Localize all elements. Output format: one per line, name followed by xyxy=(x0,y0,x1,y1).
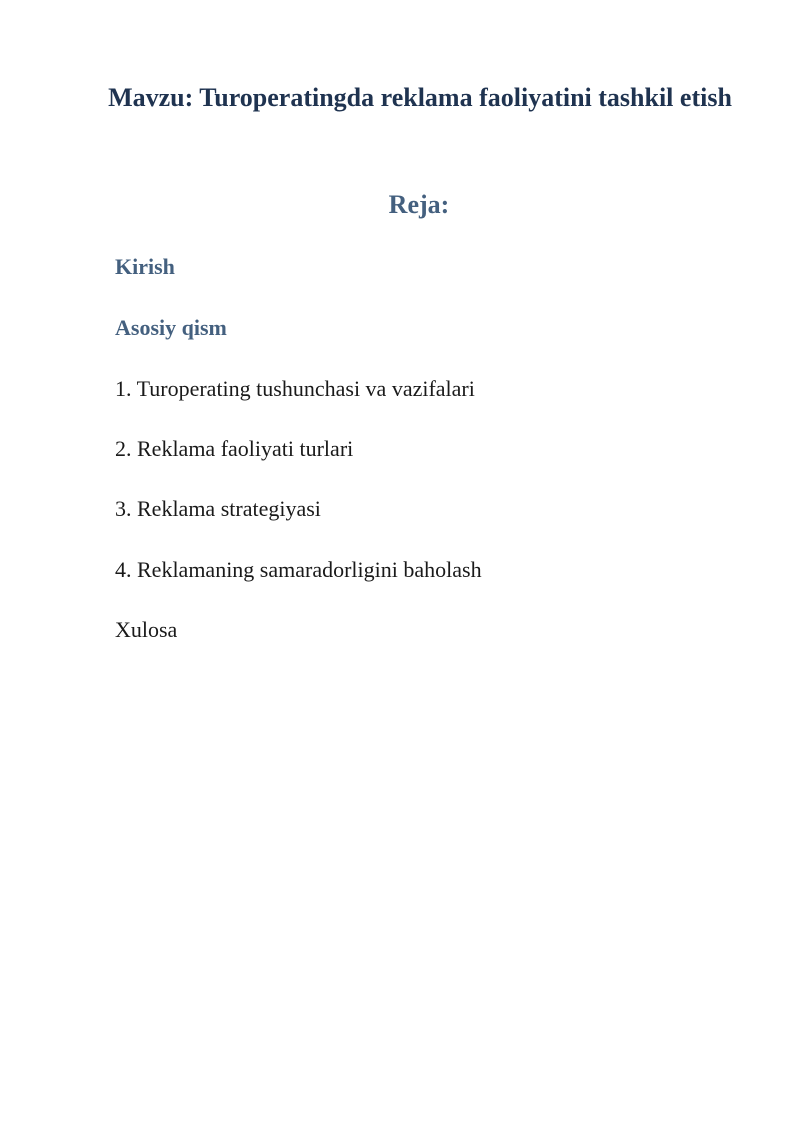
plan-item: 2. Reklama faoliyati turlari xyxy=(115,436,354,461)
plan-item: 3. Reklama strategiyasi xyxy=(115,496,321,521)
main-part-heading: Asosiy qism xyxy=(115,315,227,340)
plan-item: 4. Reklamaning samaradorligini baholash xyxy=(115,557,482,582)
conclusion-heading: Xulosa xyxy=(115,617,178,642)
plan-heading: Reja: xyxy=(388,190,450,219)
plan-item: 1. Turoperating tushunchasi va vazifalari xyxy=(115,376,475,401)
intro-heading: Kirish xyxy=(115,254,175,279)
document-title: Mavzu: Turoperatingda reklama faoliyatini tashkil etish xyxy=(108,83,732,112)
